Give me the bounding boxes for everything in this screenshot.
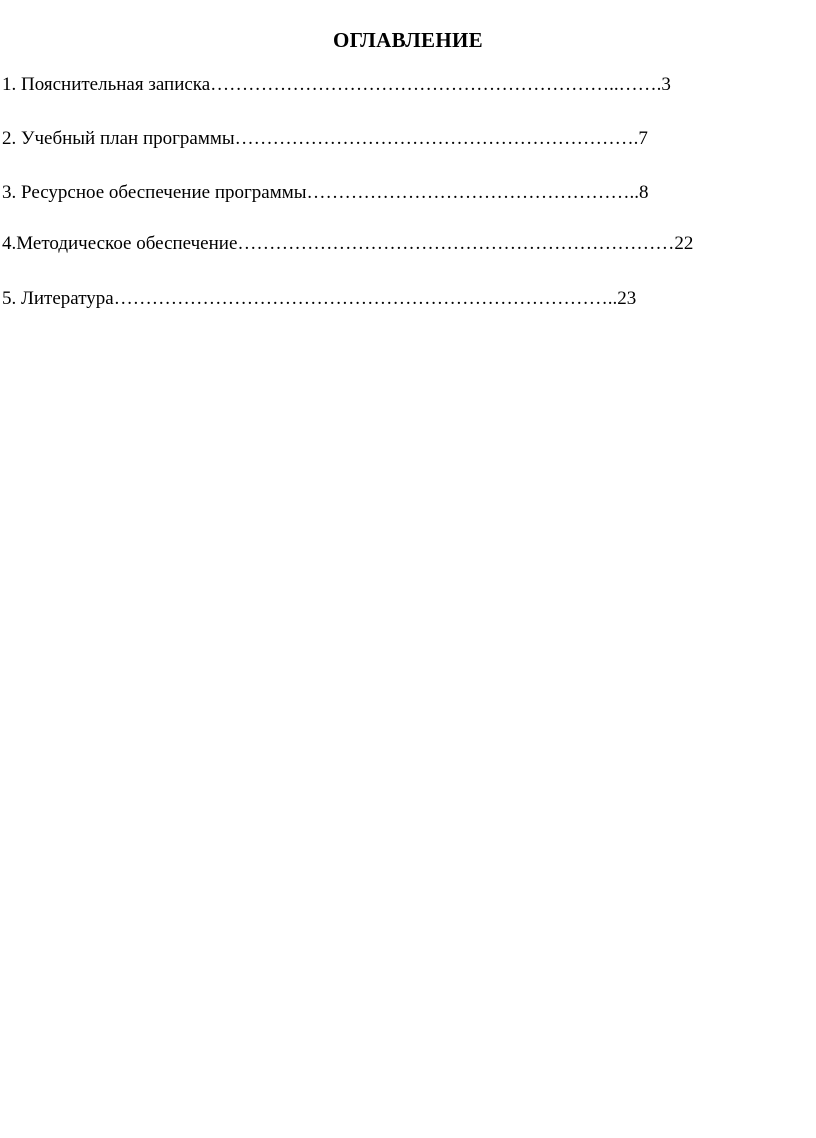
toc-entry-resources: 3. Ресурсное обеспечение программы……………………………………………..8 <box>2 182 649 203</box>
toc-entry-curriculum: 2. Учебный план программы……………………………………………………….7 <box>2 128 648 149</box>
page-title: ОГЛАВЛЕНИЕ <box>333 28 483 52</box>
toc-entry-explanatory-note: 1. Пояснительная записка………………………………………………………..…….3 <box>2 74 671 95</box>
toc-entry-literature: 5. Литература……………………………………………………………………..23 <box>2 288 637 309</box>
toc-entry-methodology: 4.Методическое обеспечение……………………………………………………………22 <box>2 233 694 254</box>
